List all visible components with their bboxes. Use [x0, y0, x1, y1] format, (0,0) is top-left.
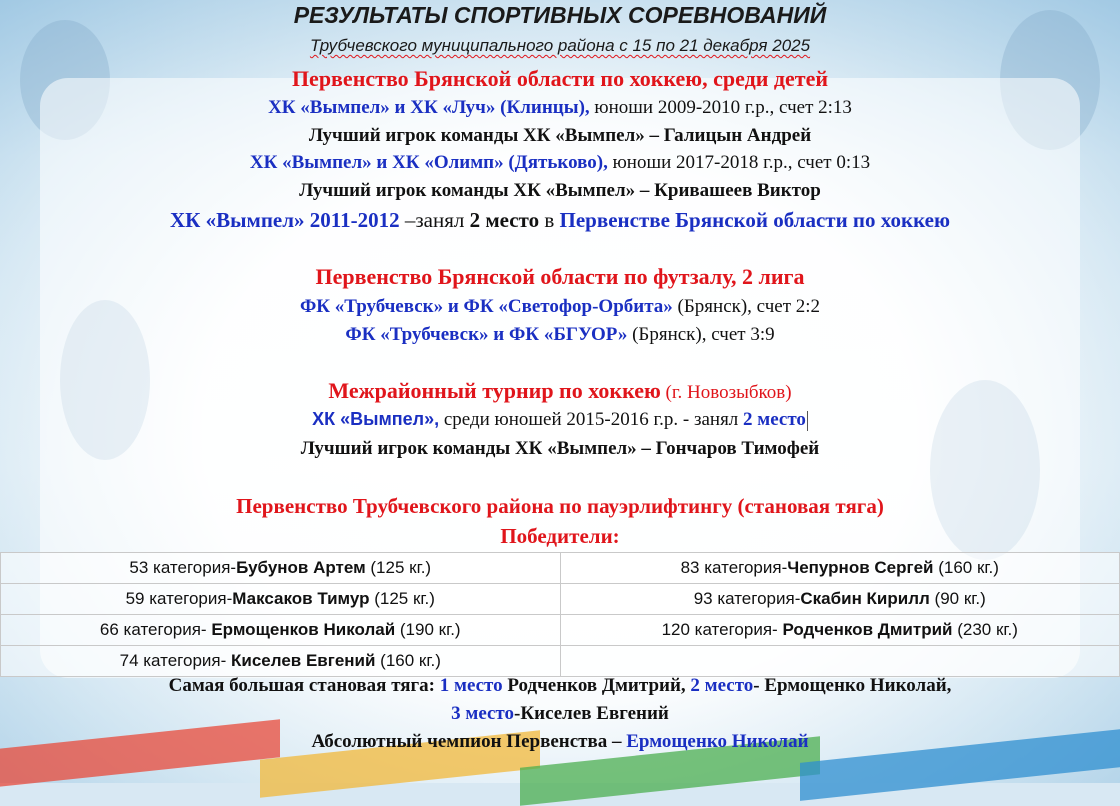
category-label: 83 категория- [680, 558, 788, 577]
weight-value: (90 кг.) [929, 589, 986, 608]
hockey-summary: ХК «Вымпел» 2011-2012 –занял 2 место в Первенстве Брянской области по хоккею [169, 208, 951, 232]
powerlifting-title: Первенство Трубчевского района по пауэрлифтингу (становая тяга) [236, 494, 884, 518]
winners-table [0, 552, 1120, 677]
category-label: 66 категория- [99, 620, 212, 639]
category-label: 93 категория- [693, 589, 801, 608]
hockey-title: Первенство Брянской области по хоккею, среди детей [291, 66, 829, 91]
athlete-name: Киселев Евгений [231, 651, 376, 670]
hockey-match-2: ХК «Вымпел» и ХК «Олимп» (Дятьково), юноши 2017-2018 г.р., счет 0:13 [249, 152, 871, 173]
page-subtitle: Трубчевского муниципального района с 15 по 21 декабря 2025 [309, 36, 811, 55]
winner-cell [560, 553, 1120, 584]
athlete-name: Бубунов Артем [236, 558, 366, 577]
interdistrict-best: Лучший игрок команды ХК «Вымпел» – Гончаров Тимофей [300, 438, 820, 459]
athlete-name: Чепурнов Сергей [787, 558, 934, 577]
winner-cell [1, 615, 561, 646]
page-title: РЕЗУЛЬТАТЫ СПОРТИВНЫХ СОРЕВНОВАНИЙ [293, 2, 827, 28]
category-label: 59 категория- [125, 589, 233, 608]
interdistrict-result: ХК «Вымпел», среди юношей 2015-2016 г.р. - занял 2 место [312, 409, 806, 430]
table-row [1, 584, 1120, 615]
weight-value: (125 кг.) [365, 558, 432, 577]
weight-value: (190 кг.) [395, 620, 461, 639]
absolute-champion: Абсолютный чемпион Первенства – Ермощенко Николай [311, 731, 809, 752]
futsal-match-1: ФК «Трубчевск» и ФК «Светофор-Орбита» (Брянск), счет 2:2 [299, 296, 821, 317]
winner-cell [1, 584, 561, 615]
table-row [1, 553, 1120, 584]
hockey-best-1: Лучший игрок команды ХК «Вымпел» – Галицын Андрей [308, 125, 812, 146]
weight-value: (160 кг.) [933, 558, 999, 577]
athlete-name: Максаков Тимур [232, 589, 370, 608]
table-row [1, 646, 1120, 677]
winner-cell [1, 646, 561, 677]
biggest-pull-line-2: 3 место-Киселев Евгений [451, 703, 669, 724]
hockey-match-1: ХК «Вымпел» и ХК «Луч» (Клинцы), юноши 2009-2010 г.р., счет 2:13 [268, 97, 852, 118]
athlete-name: Ермощенков Николай [211, 620, 396, 639]
weight-value: (230 кг.) [952, 620, 1018, 639]
winner-cell [560, 646, 1120, 677]
athlete-name: Скабин Кирилл [800, 589, 930, 608]
hockey-best-2: Лучший игрок команды ХК «Вымпел» – Кривашеев Виктор [299, 180, 821, 201]
futsal-match-2: ФК «Трубчевск» и ФК «БГУОР» (Брянск), счет 3:9 [345, 324, 775, 345]
category-label: 74 категория- [119, 651, 232, 670]
weight-value: (125 кг.) [369, 589, 435, 608]
category-label: 53 категория- [129, 558, 237, 577]
winner-cell [1, 553, 561, 584]
biggest-pull-line-1: Самая большая становая тяга: 1 место Родченков Дмитрий, 2 место- Ермощенко Николай, [168, 675, 952, 696]
winners-label: Победители: [500, 524, 620, 548]
athlete-name: Родченков Дмитрий [782, 620, 953, 639]
category-label: 120 категория- [661, 620, 783, 639]
table-row [1, 615, 1120, 646]
futsal-title: Первенство Брянской области по футзалу, 2 лига [315, 264, 805, 289]
text-cursor [807, 411, 808, 431]
winner-cell [560, 584, 1120, 615]
interdistrict-title: Межрайонный турнир по хоккею (г. Новозыбков) [328, 378, 792, 403]
winner-cell [560, 615, 1120, 646]
weight-value: (160 кг.) [375, 651, 441, 670]
